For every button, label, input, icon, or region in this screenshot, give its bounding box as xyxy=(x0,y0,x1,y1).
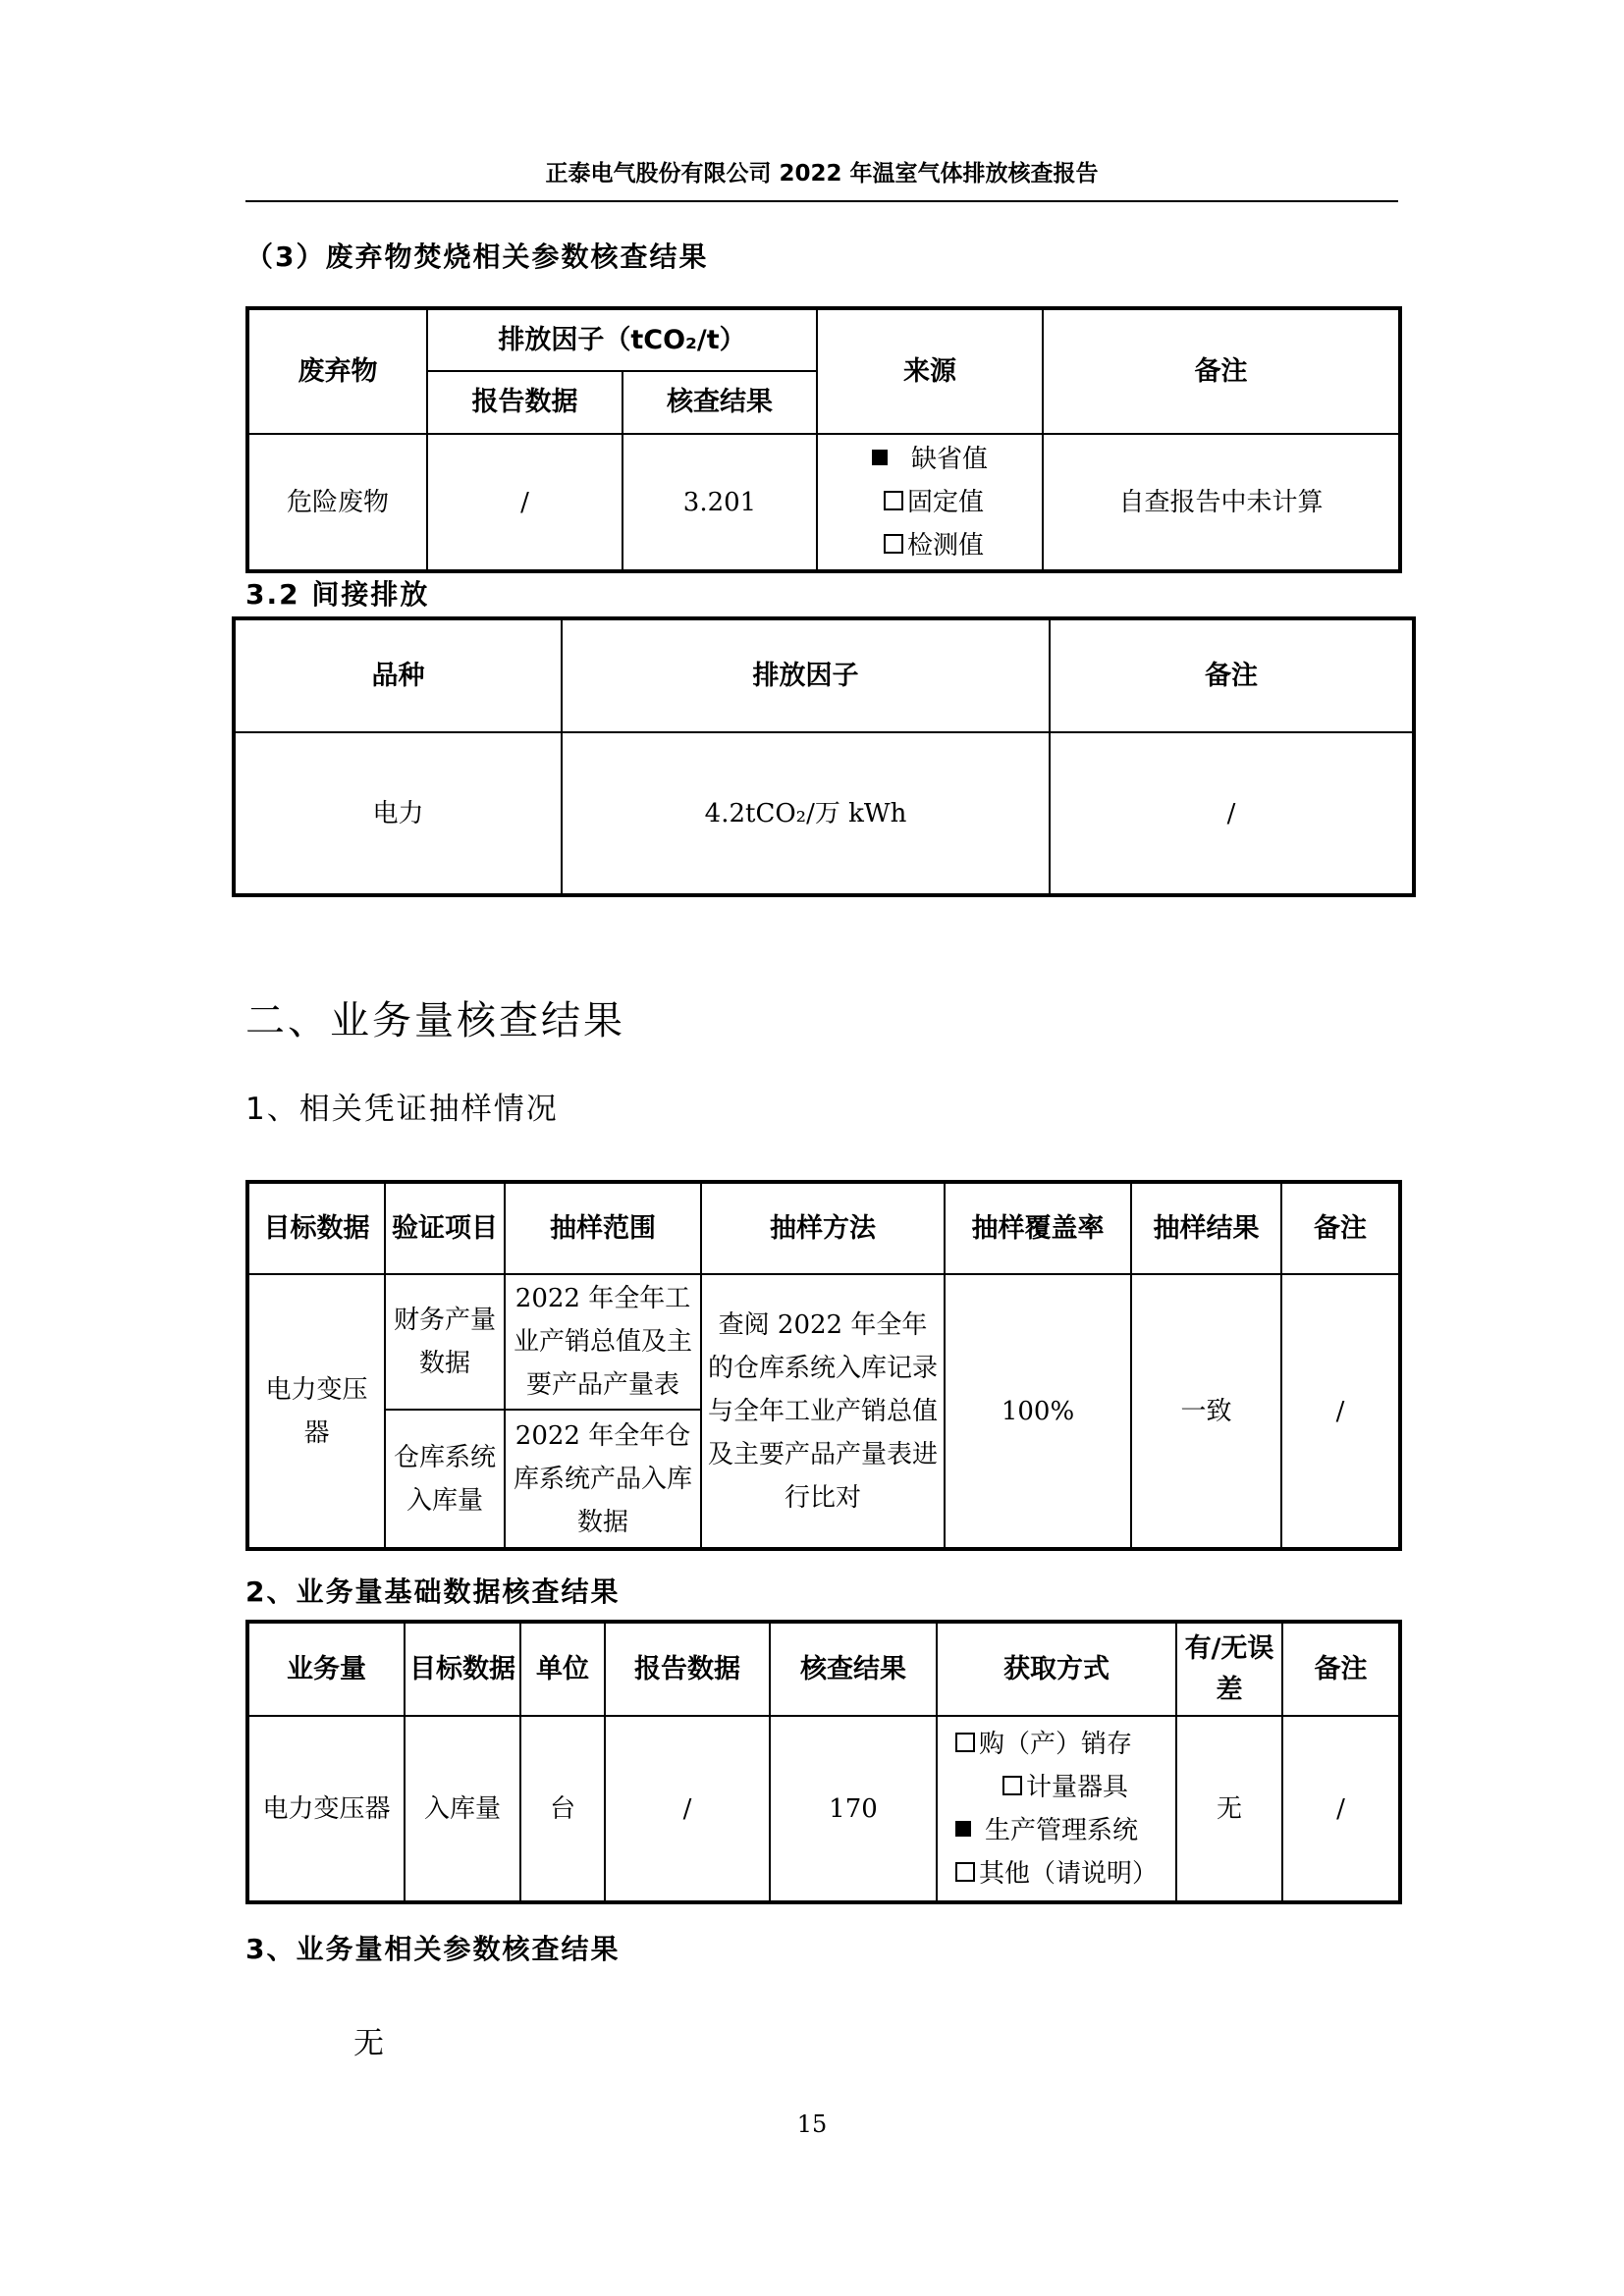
th-waste: 废弃物 xyxy=(247,308,427,434)
unchecked-checkbox-icon xyxy=(955,1733,975,1752)
waste-params-table xyxy=(245,306,1402,573)
cell-error: 无 xyxy=(1176,1716,1282,1902)
cell-type: 电力 xyxy=(234,732,562,895)
cell-result: 一致 xyxy=(1131,1274,1281,1549)
cell-target: 电力变压器 xyxy=(247,1274,385,1549)
th-method: 抽样方法 xyxy=(701,1182,945,1274)
cell-coverage: 100% xyxy=(945,1274,1131,1549)
th-coverage: 抽样覆盖率 xyxy=(945,1182,1131,1274)
indirect-emission-table xyxy=(232,616,1416,897)
sampling-table xyxy=(245,1180,1402,1551)
th-verify: 核查结果 xyxy=(770,1622,937,1716)
subsection-title-basedata: 2、业务量基础数据核查结果 xyxy=(245,1575,621,1608)
cell-note: / xyxy=(1050,732,1414,895)
checked-checkbox-icon xyxy=(872,450,888,465)
th-report: 报告数据 xyxy=(605,1622,770,1716)
th-range: 抽样范围 xyxy=(505,1182,701,1274)
th-note: 备注 xyxy=(1050,618,1414,732)
th-error: 有/无误差 xyxy=(1176,1622,1282,1716)
method-option-purchase: 购（产）销存 xyxy=(955,1723,1158,1766)
page-number: 15 xyxy=(796,2110,828,2138)
cell-waste-type: 危险废物 xyxy=(247,434,427,571)
section-title-indirect: 3.2 间接排放 xyxy=(245,578,430,611)
th-factor: 排放因子 xyxy=(562,618,1050,732)
unchecked-checkbox-icon xyxy=(955,1862,975,1882)
th-business: 业务量 xyxy=(247,1622,405,1716)
checked-checkbox-icon xyxy=(955,1821,971,1837)
cell-item-finance: 财务产量数据 xyxy=(385,1274,505,1410)
cell-verify-result: 3.201 xyxy=(623,434,817,571)
cell-range-warehouse: 2022 年全年仓库系统产品入库数据 xyxy=(505,1410,701,1549)
cell-report: / xyxy=(605,1716,770,1902)
th-method: 获取方式 xyxy=(937,1622,1176,1716)
th-note: 备注 xyxy=(1043,308,1400,434)
business-data-table xyxy=(245,1620,1402,1904)
method-option-production-system: 生产管理系统 xyxy=(955,1809,1158,1852)
section-title-waste: （3）废弃物焚烧相关参数核查结果 xyxy=(245,240,709,273)
cell-unit: 台 xyxy=(520,1716,605,1902)
cell-note: 自查报告中未计算 xyxy=(1043,434,1400,571)
params-content: 无 xyxy=(353,2026,384,2061)
report-header-title: 正泰电气股份有限公司 2022 年温室气体排放核查报告 xyxy=(545,161,1099,187)
source-option-measured: 检测值 xyxy=(872,524,988,567)
th-result: 抽样结果 xyxy=(1131,1182,1281,1274)
th-source: 来源 xyxy=(817,308,1043,434)
cell-method: 查阅 2022 年全年的仓库系统入库记录与全年工业产销总值及主要产品产量表进行比对 xyxy=(701,1274,945,1549)
cell-method-options xyxy=(937,1716,1176,1902)
th-note: 备注 xyxy=(1281,1182,1400,1274)
th-report-data: 报告数据 xyxy=(427,371,623,434)
header-divider xyxy=(245,200,1398,202)
cell-verify: 170 xyxy=(770,1716,937,1902)
cell-range-finance: 2022 年全年工业产销总值及主要产品产量表 xyxy=(505,1274,701,1410)
subsection-title-params: 3、业务量相关参数核查结果 xyxy=(245,1933,621,1965)
method-option-meter: 计量器具 xyxy=(955,1766,1158,1809)
part-title: 二、业务量核查结果 xyxy=(245,998,625,1043)
th-item: 验证项目 xyxy=(385,1182,505,1274)
th-emission-factor: 排放因子（tCO₂/t） xyxy=(427,308,817,371)
th-unit: 单位 xyxy=(520,1622,605,1716)
th-target: 目标数据 xyxy=(405,1622,520,1716)
unchecked-checkbox-icon xyxy=(884,491,903,510)
cell-target: 入库量 xyxy=(405,1716,520,1902)
cell-source-options xyxy=(817,434,1043,571)
cell-note: / xyxy=(1282,1716,1400,1902)
cell-factor: 4.2tCO₂/万 kWh xyxy=(562,732,1050,895)
subsection-title-sampling: 1、相关凭证抽样情况 xyxy=(245,1092,559,1127)
source-option-fixed: 固定值 xyxy=(872,481,988,524)
cell-item-warehouse: 仓库系统入库量 xyxy=(385,1410,505,1549)
cell-note: / xyxy=(1281,1274,1400,1549)
th-target: 目标数据 xyxy=(247,1182,385,1274)
unchecked-checkbox-icon xyxy=(884,534,903,554)
cell-business: 电力变压器 xyxy=(247,1716,405,1902)
source-option-default: 缺省值 xyxy=(872,438,988,481)
unchecked-checkbox-icon xyxy=(1002,1776,1022,1795)
cell-report-data: / xyxy=(427,434,623,571)
th-verify-result: 核查结果 xyxy=(623,371,817,434)
th-note: 备注 xyxy=(1282,1622,1400,1716)
method-option-other: 其他（请说明） xyxy=(955,1852,1158,1896)
th-type: 品种 xyxy=(234,618,562,732)
